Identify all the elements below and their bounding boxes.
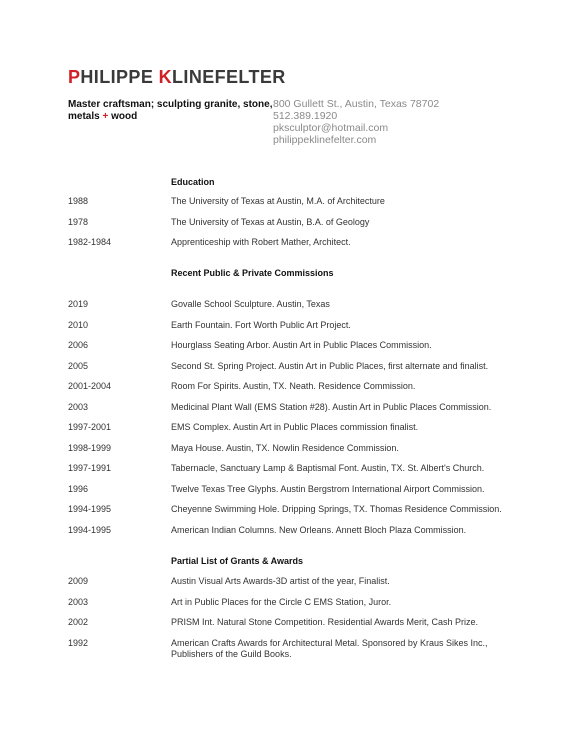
section-title-commissions: Recent Public & Private Commissions <box>171 268 334 278</box>
row-year: 1994-1995 <box>68 525 112 535</box>
row-text: Apprenticeship with Robert Mather, Architect. <box>171 237 351 247</box>
row-year: 1988 <box>68 196 89 206</box>
row-year: 2001-2004 <box>68 381 112 391</box>
row-text: The University of Texas at Austin, M.A. of Architecture <box>171 196 385 206</box>
row-text: Earth Fountain. Fort Worth Public Art Project. <box>171 320 351 330</box>
row-year: 2003 <box>68 597 89 607</box>
row-text: PRISM Int. Natural Stone Competition. Residential Awards Merit, Cash Prize. <box>171 617 478 627</box>
name-rest-first: HILIPPE <box>80 67 159 87</box>
contact-phone: 512.389.1920 <box>273 110 338 122</box>
row-year: 1997-1991 <box>68 463 112 473</box>
row-text: American Indian Columns. New Orleans. Annett Bloch Plaza Commission. <box>171 525 467 535</box>
row-text: American Crafts Awards for Architectural Metal. Sponsored by Kraus Sikes Inc., Publishers of the Guild Books. <box>171 638 488 659</box>
row-text: Medicinal Plant Wall (EMS Station #28). Austin Art in Public Places Commission. <box>171 402 492 412</box>
resume-name <box>68 67 286 88</box>
row-year: 1994-1995 <box>68 504 112 514</box>
contact-website[interactable]: philippeklinefelter.com <box>273 134 377 146</box>
tagline-end: wood <box>108 111 138 122</box>
section-title-education: Education <box>171 177 215 187</box>
name-initial-last: K <box>158 67 173 87</box>
contact-block <box>273 98 439 146</box>
row-year: 2006 <box>68 340 89 350</box>
contact-address: 800 Gullett St., Austin, Texas 78702 <box>273 98 440 110</box>
row-year: 2019 <box>68 299 89 309</box>
row-year: 2002 <box>68 617 89 627</box>
row-year: 1997-2001 <box>68 422 112 432</box>
tagline-main: Master craftsman; sculpting granite, stone, metals <box>68 99 273 122</box>
row-year: 1992 <box>68 638 89 648</box>
section-title-awards: Partial List of Grants & Awards <box>171 556 304 566</box>
tagline <box>68 99 273 123</box>
row-text: Maya House. Austin, TX. Nowlin Residence Commission. <box>171 443 399 453</box>
row-year: 2003 <box>68 402 89 412</box>
row-text: Art in Public Places for the Circle C EMS Station, Juror. <box>171 597 392 607</box>
row-text: Second St. Spring Project. Austin Art in Public Places, first alternate and finalist. <box>171 361 489 371</box>
contact-email[interactable]: pksculptor@hotmail.com <box>273 122 389 134</box>
row-text: Room For Spirits. Austin, TX. Neath. Residence Commission. <box>171 381 416 391</box>
row-year: 1996 <box>68 484 89 494</box>
row-text: Cheyenne Swimming Hole. Dripping Springs, TX. Thomas Residence Commission. <box>171 504 502 514</box>
row-year: 1978 <box>68 217 89 227</box>
row-text: Twelve Texas Tree Glyphs. Austin Bergstrom International Airport Commission. <box>171 484 485 494</box>
row-text: The University of Texas at Austin, B.A. of Geology <box>171 217 370 227</box>
row-year: 2005 <box>68 361 89 371</box>
row-text: Austin Visual Arts Awards-3D artist of the year, Finalist. <box>171 576 390 586</box>
row-year: 2009 <box>68 576 89 586</box>
name-rest-last: LINEFELTER <box>172 67 286 87</box>
name-initial-first: P <box>68 67 81 87</box>
row-text: EMS Complex. Austin Art in Public Places commission finalist. <box>171 422 419 432</box>
tagline-plus: + <box>102 111 109 122</box>
row-text: Tabernacle, Sanctuary Lamp & Baptismal Font. Austin, TX. St. Albert's Church. <box>171 463 485 473</box>
row-text: Govalle School Sculpture. Austin, Texas <box>171 299 330 309</box>
row-year: 1982-1984 <box>68 237 112 247</box>
row-text: Hourglass Seating Arbor. Austin Art in Public Places Commission. <box>171 340 432 350</box>
row-year: 1998-1999 <box>68 443 112 453</box>
row-year: 2010 <box>68 320 89 330</box>
